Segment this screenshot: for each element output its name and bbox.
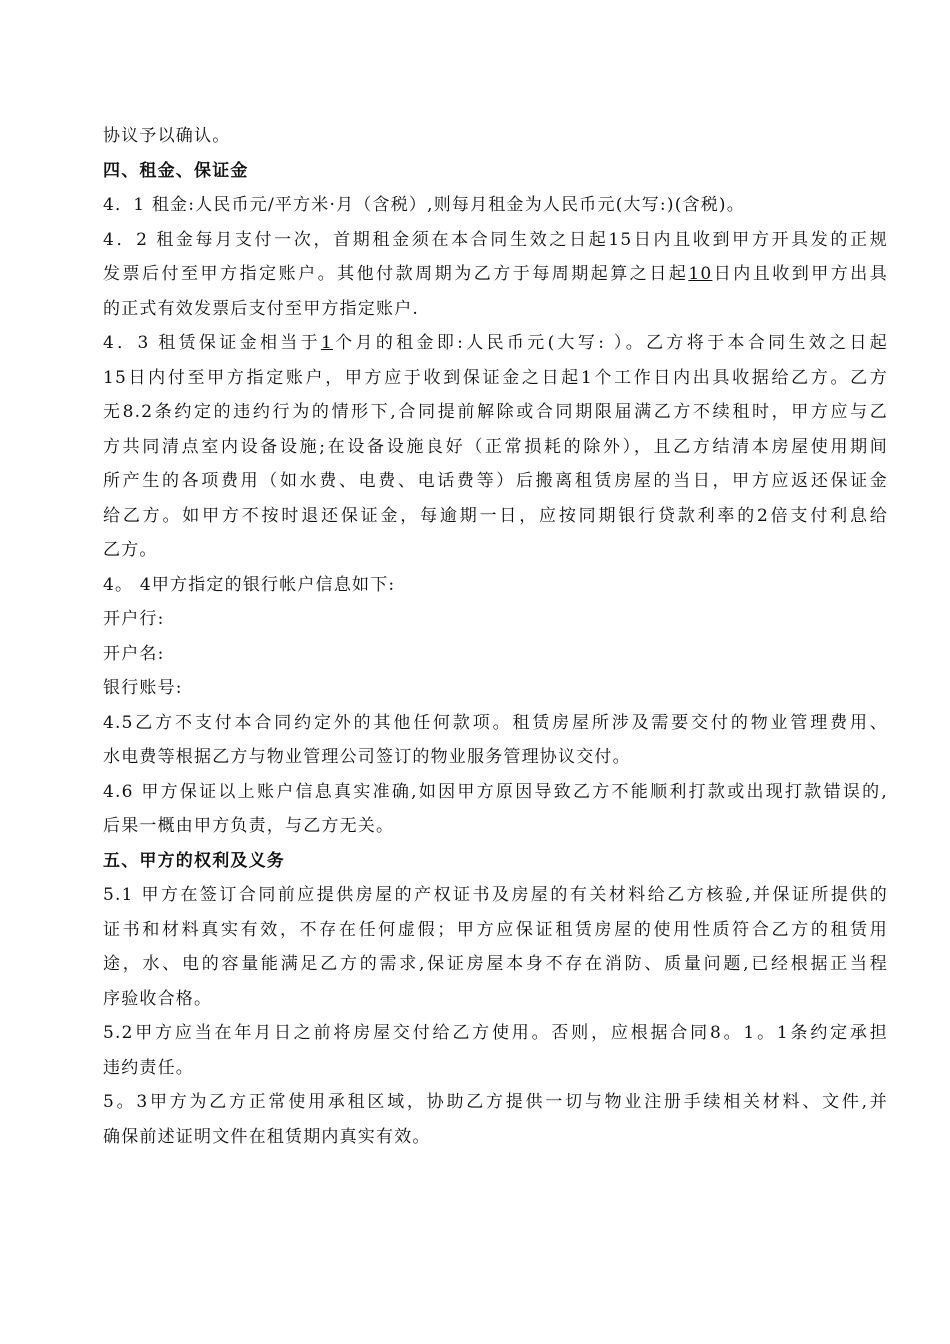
underlined-days: 10 — [688, 264, 713, 284]
clause-5-1-line-2: 证书和材料真实有效，不存在任何虚假；甲方应保证租赁房屋的使用性质符合乙方的租赁用 — [103, 919, 888, 940]
section-heading-rent-deposit: 四、租金、保证金 — [103, 160, 249, 181]
clause-text: 发票后付至甲方指定账户。其他付款周期为乙方于每周期起算之日起 — [103, 264, 689, 284]
clause-4-5-line-1: 4.5乙方不支付本合同约定外的其他任何款项。租赁房屋所涉及需要交付的物业管理费用、 — [103, 712, 888, 733]
clause-text: 4．3 租赁保证金相当于 — [103, 333, 321, 353]
clause-4-3-line-4: 方共同清点室内设备设施;在设备设施良好（正常损耗的除外），且乙方结清本房屋使用期间 — [103, 436, 888, 457]
clause-4-5-line-2: 水电费等根据乙方与物业管理公司签订的物业服务管理协议交付。 — [103, 747, 631, 767]
clause-4-3-line-3: 无8.2条约定的违约行为的情形下,合同提前解除或合同期限届满乙方不续租时，甲方应与乙 — [103, 402, 888, 422]
account-name-label: 开户名: — [103, 643, 165, 664]
clause-4-2-line-2 — [103, 257, 888, 292]
clause-5-2-line-2: 违约责任。 — [103, 1057, 194, 1078]
clause-4-1: 4．1 租金:人民币元/平方米·月（含税）,则每月租金为人民币元(大写:)(含税)。 — [103, 195, 745, 215]
clause-text: 个月的租金即:人民币元(大写: ）。乙方将于本合同生效之日起 — [333, 333, 889, 353]
clause-4-2-line-3: 的正式有效发票后支付至甲方指定账户. — [103, 298, 420, 319]
bank-name-label: 开户行: — [103, 609, 165, 629]
clause-4-2-line-1: 4．2 租金每月支付一次，首期租金须在本合同生效之日起15日内且收到甲方开具发的正规 — [103, 229, 888, 250]
clause-4-6-line-2: 后果一概由甲方负责，与乙方无关。 — [103, 816, 395, 836]
clause-5-1-line-1: 5.1 甲方在签订合同前应提供房屋的产权证书及房屋的有关材料给乙方核验,并保证所提供的 — [103, 885, 888, 905]
section-heading-landlord-rights: 五、甲方的权利及义务 — [103, 850, 285, 871]
clause-5-3-line-2: 确保前述证明文件在租赁期内真实有效。 — [103, 1126, 431, 1147]
underlined-months: 1 — [320, 333, 333, 353]
clause-5-3-line-1: 5。3甲方为乙方正常使用承租区域，协助乙方提供一切与物业注册手续相关材料、文件,并 — [103, 1092, 888, 1112]
clause-4-3-line-7: 乙方。 — [103, 540, 158, 560]
clause-4-4: 4。 4甲方指定的银行帐户信息如下: — [103, 574, 396, 595]
clause-4-3-line-2: 15日内付至甲方指定账户，甲方应于收到保证金之日起1个工作日内出具收据给乙方。乙方 — [103, 367, 888, 388]
clause-4-3-line-6: 给乙方。如甲方不按时退还保证金，每逾期一日，应按同期银行贷款利率的2倍支付利息给 — [103, 505, 888, 526]
paragraph-line: 协议予以确认。 — [103, 126, 231, 146]
clause-4-3-line-5: 所产生的各项费用（如水费、电费、电话费等）后搬离租赁房屋的当日，甲方应返还保证金 — [103, 471, 888, 491]
clause-5-1-line-4: 序验收合格。 — [103, 988, 213, 1009]
clause-5-2-line-1: 5.2甲方应当在年月日之前将房屋交付给乙方使用。否则，应根据合同8。1。1条约定承担 — [103, 1023, 888, 1043]
clause-4-3-line-1 — [103, 326, 888, 361]
account-number-label: 银行账号: — [103, 678, 183, 698]
clause-text: 日内且收到甲方出具 — [712, 264, 888, 284]
clause-4-6-line-1: 4.6 甲方保证以上账户信息真实准确,如因甲方原因导致乙方不能顺利打款或出现打款错误的, — [103, 781, 888, 802]
clause-5-1-line-3: 途，水、电的容量能满足乙方的需求,保证房屋本身不存在消防、质量问题,已经根据正当程 — [103, 954, 888, 974]
document-page — [103, 119, 888, 1154]
